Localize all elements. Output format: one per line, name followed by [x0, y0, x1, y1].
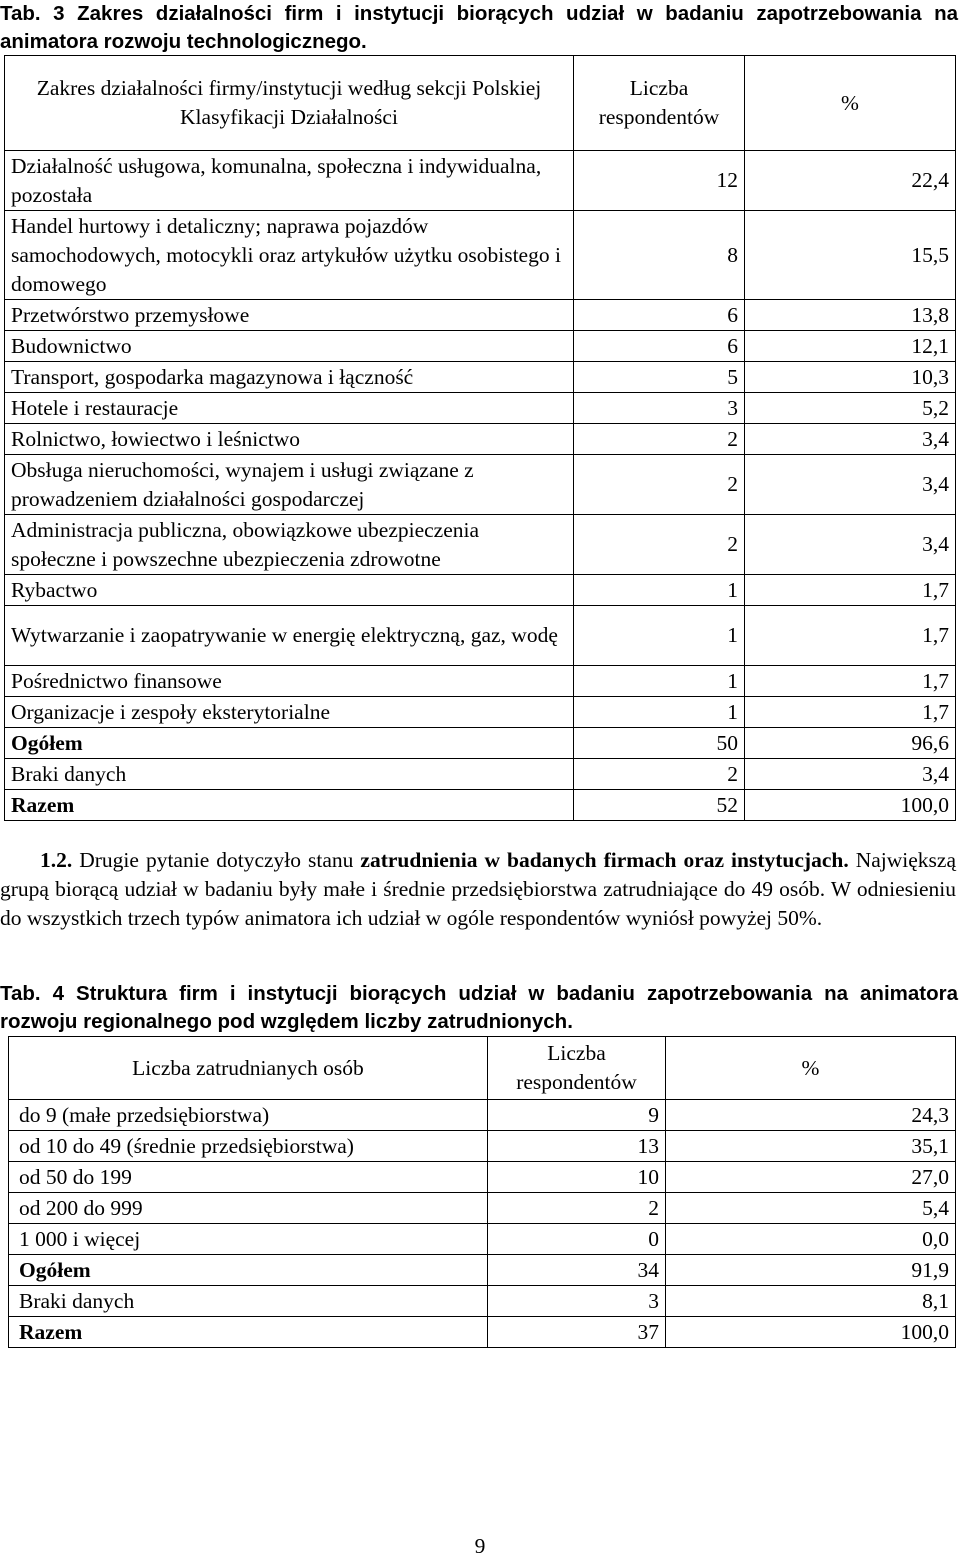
- row-count: 50: [574, 728, 745, 759]
- table3-caption: Tab. 3 Zakres działalności firm i instytucji biorących udział w badaniu zapotrzebowania na animatora rozwoju technologicznego.: [0, 2, 958, 53]
- row-count: 2: [574, 759, 745, 790]
- table3-header-percent: %: [745, 56, 956, 151]
- row-label: Razem: [5, 790, 574, 821]
- row-label: Budownictwo: [5, 331, 574, 362]
- table-row: [5, 393, 956, 424]
- row-percent: 22,4: [745, 151, 956, 211]
- row-label: Przetwórstwo przemysłowe: [5, 300, 574, 331]
- table4-caption: Tab. 4 Struktura firm i instytucji biorących udział w badaniu zapotrzebowania na animatora rozwoju regionalnego pod względem liczby zatrudnionych.: [0, 982, 958, 1033]
- table-row: [5, 331, 956, 362]
- table-row: [5, 606, 956, 666]
- body-paragraph: [0, 846, 956, 933]
- row-label: 1 000 i więcej: [9, 1224, 488, 1255]
- row-label: do 9 (małe przedsiębiorstwa): [9, 1100, 488, 1131]
- table-row: [5, 455, 956, 515]
- row-percent: 1,7: [745, 697, 956, 728]
- row-count: 5: [574, 362, 745, 393]
- row-count: 3: [574, 393, 745, 424]
- row-label: Administracja publiczna, obowiązkowe ubezpieczenia społeczne i powszechne ubezpieczenia zdrowotne: [5, 515, 574, 575]
- row-percent: 3,4: [745, 455, 956, 515]
- row-count: 10: [488, 1162, 666, 1193]
- row-percent: 8,1: [666, 1286, 956, 1317]
- row-percent: 100,0: [666, 1317, 956, 1348]
- row-label: Rybactwo: [5, 575, 574, 606]
- row-percent: 35,1: [666, 1131, 956, 1162]
- row-label: Działalność usługowa, komunalna, społeczna i indywidualna, pozostała: [5, 151, 574, 211]
- row-label: Ogółem: [5, 728, 574, 759]
- paragraph-text-1: Drugie pytanie dotyczyło stanu: [79, 848, 354, 872]
- table-row: [9, 1286, 956, 1317]
- row-count: 52: [574, 790, 745, 821]
- table-row: [5, 759, 956, 790]
- row-count: 1: [574, 606, 745, 666]
- table-row: [9, 1100, 956, 1131]
- row-count: 0: [488, 1224, 666, 1255]
- row-count: 6: [574, 331, 745, 362]
- row-percent: 10,3: [745, 362, 956, 393]
- table-row: [5, 666, 956, 697]
- row-count: 6: [574, 300, 745, 331]
- row-percent: 91,9: [666, 1255, 956, 1286]
- row-percent: 3,4: [745, 424, 956, 455]
- table-row: [5, 697, 956, 728]
- row-label: Handel hurtowy i detaliczny; naprawa pojazdów samochodowych, motocykli oraz artykułów użytku osobistego i domowego: [5, 211, 574, 300]
- row-count: 9: [488, 1100, 666, 1131]
- row-label: Braki danych: [5, 759, 574, 790]
- table-row-sum: [9, 1317, 956, 1348]
- row-percent: 1,7: [745, 666, 956, 697]
- table4: [8, 1036, 956, 1348]
- row-percent: 1,7: [745, 575, 956, 606]
- row-count: 1: [574, 575, 745, 606]
- table-row-total: [9, 1255, 956, 1286]
- row-label: Ogółem: [9, 1255, 488, 1286]
- row-label: Pośrednictwo finansowe: [5, 666, 574, 697]
- row-percent: 5,4: [666, 1193, 956, 1224]
- row-count: 2: [574, 515, 745, 575]
- row-count: 3: [488, 1286, 666, 1317]
- table-row: [5, 424, 956, 455]
- row-percent: 3,4: [745, 515, 956, 575]
- row-count: 2: [488, 1193, 666, 1224]
- table-row-total: [5, 728, 956, 759]
- table-row: [5, 575, 956, 606]
- row-percent: 1,7: [745, 606, 956, 666]
- row-label: Rolnictwo, łowiectwo i leśnictwo: [5, 424, 574, 455]
- page-number: 9: [474, 1534, 486, 1558]
- table4-header-count: Liczba respondentów: [488, 1037, 666, 1100]
- table4-header-row: [9, 1037, 956, 1100]
- row-percent: 5,2: [745, 393, 956, 424]
- row-percent: 3,4: [745, 759, 956, 790]
- row-count: 37: [488, 1317, 666, 1348]
- row-count: 13: [488, 1131, 666, 1162]
- row-label: Razem: [9, 1317, 488, 1348]
- table-row: [9, 1193, 956, 1224]
- table4-header-percent: %: [666, 1037, 956, 1100]
- table-row: [5, 151, 956, 211]
- table-row: [9, 1162, 956, 1193]
- row-label: Organizacje i zespoły eksterytorialne: [5, 697, 574, 728]
- table-row: [5, 300, 956, 331]
- table-row: [5, 211, 956, 300]
- row-label: Obsługa nieruchomości, wynajem i usługi związane z prowadzeniem działalności gospodarczej: [5, 455, 574, 515]
- row-label: od 50 do 199: [9, 1162, 488, 1193]
- table3-header-row: [5, 56, 956, 151]
- row-count: 34: [488, 1255, 666, 1286]
- row-count: 12: [574, 151, 745, 211]
- row-label: od 10 do 49 (średnie przedsiębiorstwa): [9, 1131, 488, 1162]
- table-row: [5, 515, 956, 575]
- row-label: Transport, gospodarka magazynowa i łączność: [5, 362, 574, 393]
- row-count: 2: [574, 455, 745, 515]
- row-percent: 96,6: [745, 728, 956, 759]
- row-label: Wytwarzanie i zaopatrywanie w energię elektryczną, gaz, wodę: [5, 606, 574, 666]
- row-percent: 13,8: [745, 300, 956, 331]
- row-percent: 24,3: [666, 1100, 956, 1131]
- row-percent: 12,1: [745, 331, 956, 362]
- row-percent: 0,0: [666, 1224, 956, 1255]
- row-count: 1: [574, 697, 745, 728]
- row-label: Braki danych: [9, 1286, 488, 1317]
- row-count: 2: [574, 424, 745, 455]
- table-row-sum: [5, 790, 956, 821]
- row-percent: 100,0: [745, 790, 956, 821]
- paragraph-bold: zatrudnienia w badanych firmach oraz instytucjach.: [360, 848, 849, 872]
- table-row: [9, 1224, 956, 1255]
- table3: [4, 55, 956, 821]
- table-row: [5, 362, 956, 393]
- row-count: 8: [574, 211, 745, 300]
- table4-header-employees: Liczba zatrudnianych osób: [9, 1037, 488, 1100]
- row-label: od 200 do 999: [9, 1193, 488, 1224]
- row-count: 1: [574, 666, 745, 697]
- section-number: 1.2.: [40, 848, 73, 872]
- paragraph-text-2: Największą grupą biorącą udział w badaniu były małe i średnie przedsiębiorstwa zatrudniające do 49 osób. W odniesieniu do wszystkich trzech typów animatora ich udział w ogóle respondentów wyniósł powyżej 50%.: [0, 848, 956, 930]
- row-percent: 27,0: [666, 1162, 956, 1193]
- table3-header-count: Liczba respondentów: [574, 56, 745, 151]
- row-label: Hotele i restauracje: [5, 393, 574, 424]
- table-row: [9, 1131, 956, 1162]
- row-percent: 15,5: [745, 211, 956, 300]
- table3-header-activity: Zakres działalności firmy/instytucji według sekcji Polskiej Klasyfikacji Działalności: [5, 56, 574, 151]
